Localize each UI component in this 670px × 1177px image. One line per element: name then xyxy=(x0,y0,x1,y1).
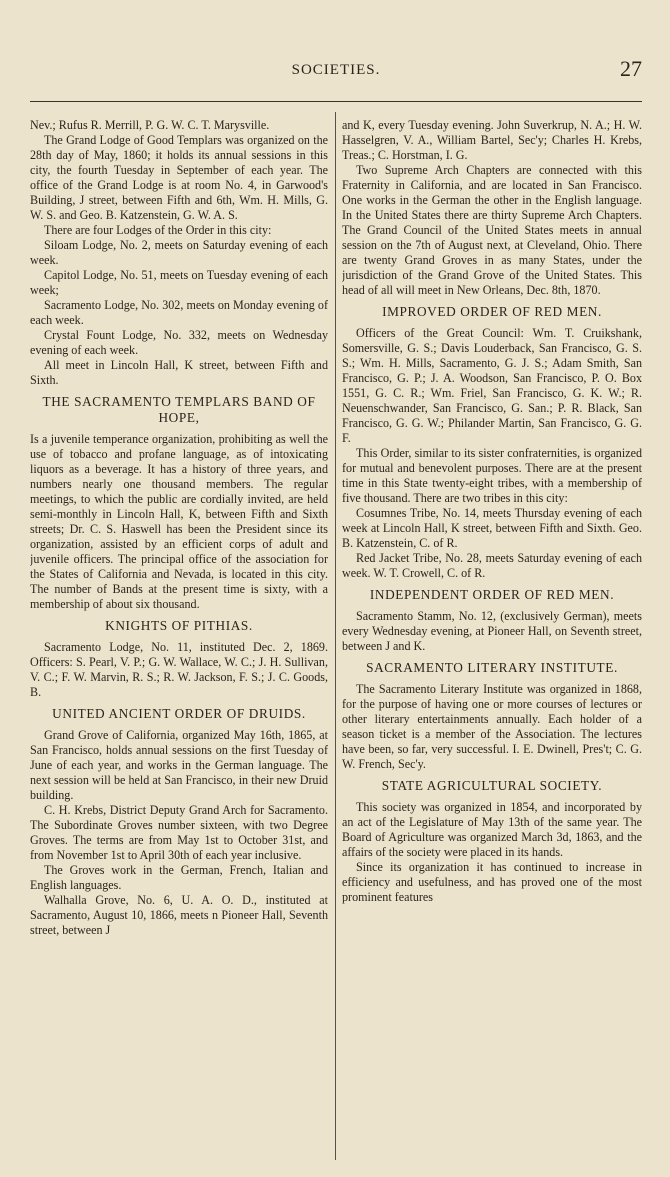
paragraph: The Grand Lodge of Good Templars was organized on the 28th day of May, 1860; it holds its annual sessions in this city, the fourth Tuesday in September of each year. The office of the Grand Lodge is at room No. 4, in Garwood's Building, J street, between Fifth and 6th, Wm. H. Mills, G. W. S. and Geo. B. Katzenstein, G. W. A. S. xyxy=(30,133,328,222)
left-column xyxy=(30,118,328,1158)
paragraph: Sacramento Lodge, No. 302, meets on Monday evening of each week. xyxy=(30,298,328,327)
header-rule xyxy=(30,101,642,102)
paragraph: Red Jacket Tribe, No. 28, meets Saturday evening of each week. W. T. Crowell, C. of R. xyxy=(342,551,642,580)
section-heading: THE SACRAMENTO TEMPLARS BAND OF HOPE, xyxy=(42,394,316,425)
paragraph: The Sacramento Literary Institute was organized in 1868, for the purpose of having one or more courses of lectures or other literary entertainments annually. Each holder of a season ticket is a member of the Association. The lectures have been, so far, very successful. I. E. Dwinell, Pres't; C. G. W. French, Sec'y. xyxy=(342,682,642,771)
paragraph: All meet in Lincoln Hall, K street, between Fifth and Sixth. xyxy=(30,358,328,387)
section-heading: INDEPENDENT ORDER OF RED MEN. xyxy=(369,587,615,602)
paragraph: Officers of the Great Council: Wm. T. Cruikshank, Somersville, G. S.; Davis Louderback, San Francisco, G. S. S.; Wm. H. Mills, Sacramento, G. J. S.; Adam Smith, San Francisco, G. P.; J. A. Woodson, San Francisco, P. O. Box 1551, G. C. R.; Wm. Friel, San Francisco, G. K. W.; R. Neuenschwander, San Francisco, G. San.; P. R. Black, San Francisco, G. G. W.; Philander Martin, San Francisco, G. G. F. xyxy=(342,326,642,445)
section-heading: STATE AGRICULTURAL SOCIETY. xyxy=(381,778,603,793)
paragraph: Grand Grove of California, organized May 16th, 1865, at San Francisco, holds annual sessions on the first Tuesday of June of each year, and works in the German language. The next session will be held at San Francisco, in their new Druid building. xyxy=(30,728,328,802)
paragraph: Two Supreme Arch Chapters are connected with this Fraternity in California, and are located in San Francisco. One works in the German the other in the English language. In the United States there are thirty Supreme Arch Chapters. The Grand Council of the United States meets in annual session on the 7th of August next, at Cleveland, Ohio. There are twenty Grand Groves in as many States, under the jurisdiction of the Grand Grove of the United States. This head of all will meet in New Orleans, Dec. 8th, 1870. xyxy=(342,163,642,297)
section-heading: SACRAMENTO LITERARY INSTITUTE. xyxy=(366,660,618,675)
paragraph: Capitol Lodge, No. 51, meets on Tuesday evening of each week; xyxy=(30,268,328,297)
paragraph: Cosumnes Tribe, No. 14, meets Thursday evening of each week at Lincoln Hall, K street, between Fifth and Sixth. Geo. B. Katzenstein, C. of R. xyxy=(342,506,642,550)
section-heading: KNIGHTS OF PITHIAS. xyxy=(105,618,253,633)
section-heading: IMPROVED ORDER OF RED MEN. xyxy=(382,304,602,319)
paragraph: Walhalla Grove, No. 6, U. A. O. D., instituted at Sacramento, August 10, 1866, meets n Pioneer Hall, Seventh street, between J xyxy=(30,893,328,937)
paragraph: Siloam Lodge, No. 2, meets on Saturday evening of each week. xyxy=(30,238,328,267)
page-number: 27 xyxy=(620,56,642,81)
paragraph: Nev.; Rufus R. Merrill, P. G. W. C. T. Marysville. xyxy=(30,118,270,132)
paragraph: There are four Lodges of the Order in this city: xyxy=(44,223,272,237)
running-head xyxy=(30,58,642,88)
running-title: SOCIETIES. xyxy=(291,62,381,78)
paragraph: Sacramento Lodge, No. 11, instituted Dec. 2, 1869. Officers: S. Pearl, V. P.; G. W. Wallace, W. C.; J. H. Sullivan, V. C.; F. W. Marvin, R. S.; R. W. Jackson, F. S.; J. C. Goods, B. xyxy=(30,640,328,699)
paragraph: Sacramento Stamm, No. 12, (exclusively German), meets every Wednesday evening, at Pioneer Hall, on Seventh street, between J and K. xyxy=(342,609,642,653)
paragraph: Is a juvenile temperance organization, prohibiting as well the use of tobacco and profane language, as of intoxicating liquors as a beverage. It has a history of three years, and numbers nearly one thousand members. The regular meetings, to which the public are cordially invited, are held semi-monthly in Lincoln Hall, K, between Fifth and Sixth streets; Dr. C. S. Haswell has been the President since its organization, assisted by an efficient corps of adult and juvenile officers. The principal office of the association for the States of California and Nevada, is located in this city. The number of Bands at the present time is sixty, with a membership of about six thousand. xyxy=(30,432,328,611)
paragraph: C. H. Krebs, District Deputy Grand Arch for Sacramento. The Subordinate Groves number sixteen, with two Degree Groves. The terms are from May 1st to October 31st, and from November 1st to April 30th of each year inclusive. xyxy=(30,803,328,862)
paragraph: Since its organization it has continued to increase in efficiency and usefulness, and has proved one of the most prominent features xyxy=(342,860,642,904)
paragraph: The Groves work in the German, French, Italian and English languages. xyxy=(30,863,328,892)
paragraph: Crystal Fount Lodge, No. 332, meets on Wednesday evening of each week. xyxy=(30,328,328,357)
column-divider xyxy=(335,112,336,1160)
right-column xyxy=(342,118,642,1158)
section-heading: UNITED ANCIENT ORDER OF DRUIDS. xyxy=(52,706,306,721)
paragraph: This society was organized in 1854, and incorporated by an act of the Legislature of May 13th of the same year. The Board of Agriculture was organized March 3d, 1863, and the affairs of the society were placed in its hands. xyxy=(342,800,642,859)
paragraph: This Order, similar to its sister confraternities, is organized for mutual and benevolent purposes. There are at the present time in this State twenty-eight tribes, with a membership of five thousand. There are two tribes in this city: xyxy=(342,446,642,505)
paragraph: and K, every Tuesday evening. John Suverkrup, N. A.; H. W. Hasselgren, V. A., William Bartel, Sec'y; Charles H. Krebs, Treas.; C. Horstman, I. G. xyxy=(342,118,642,162)
